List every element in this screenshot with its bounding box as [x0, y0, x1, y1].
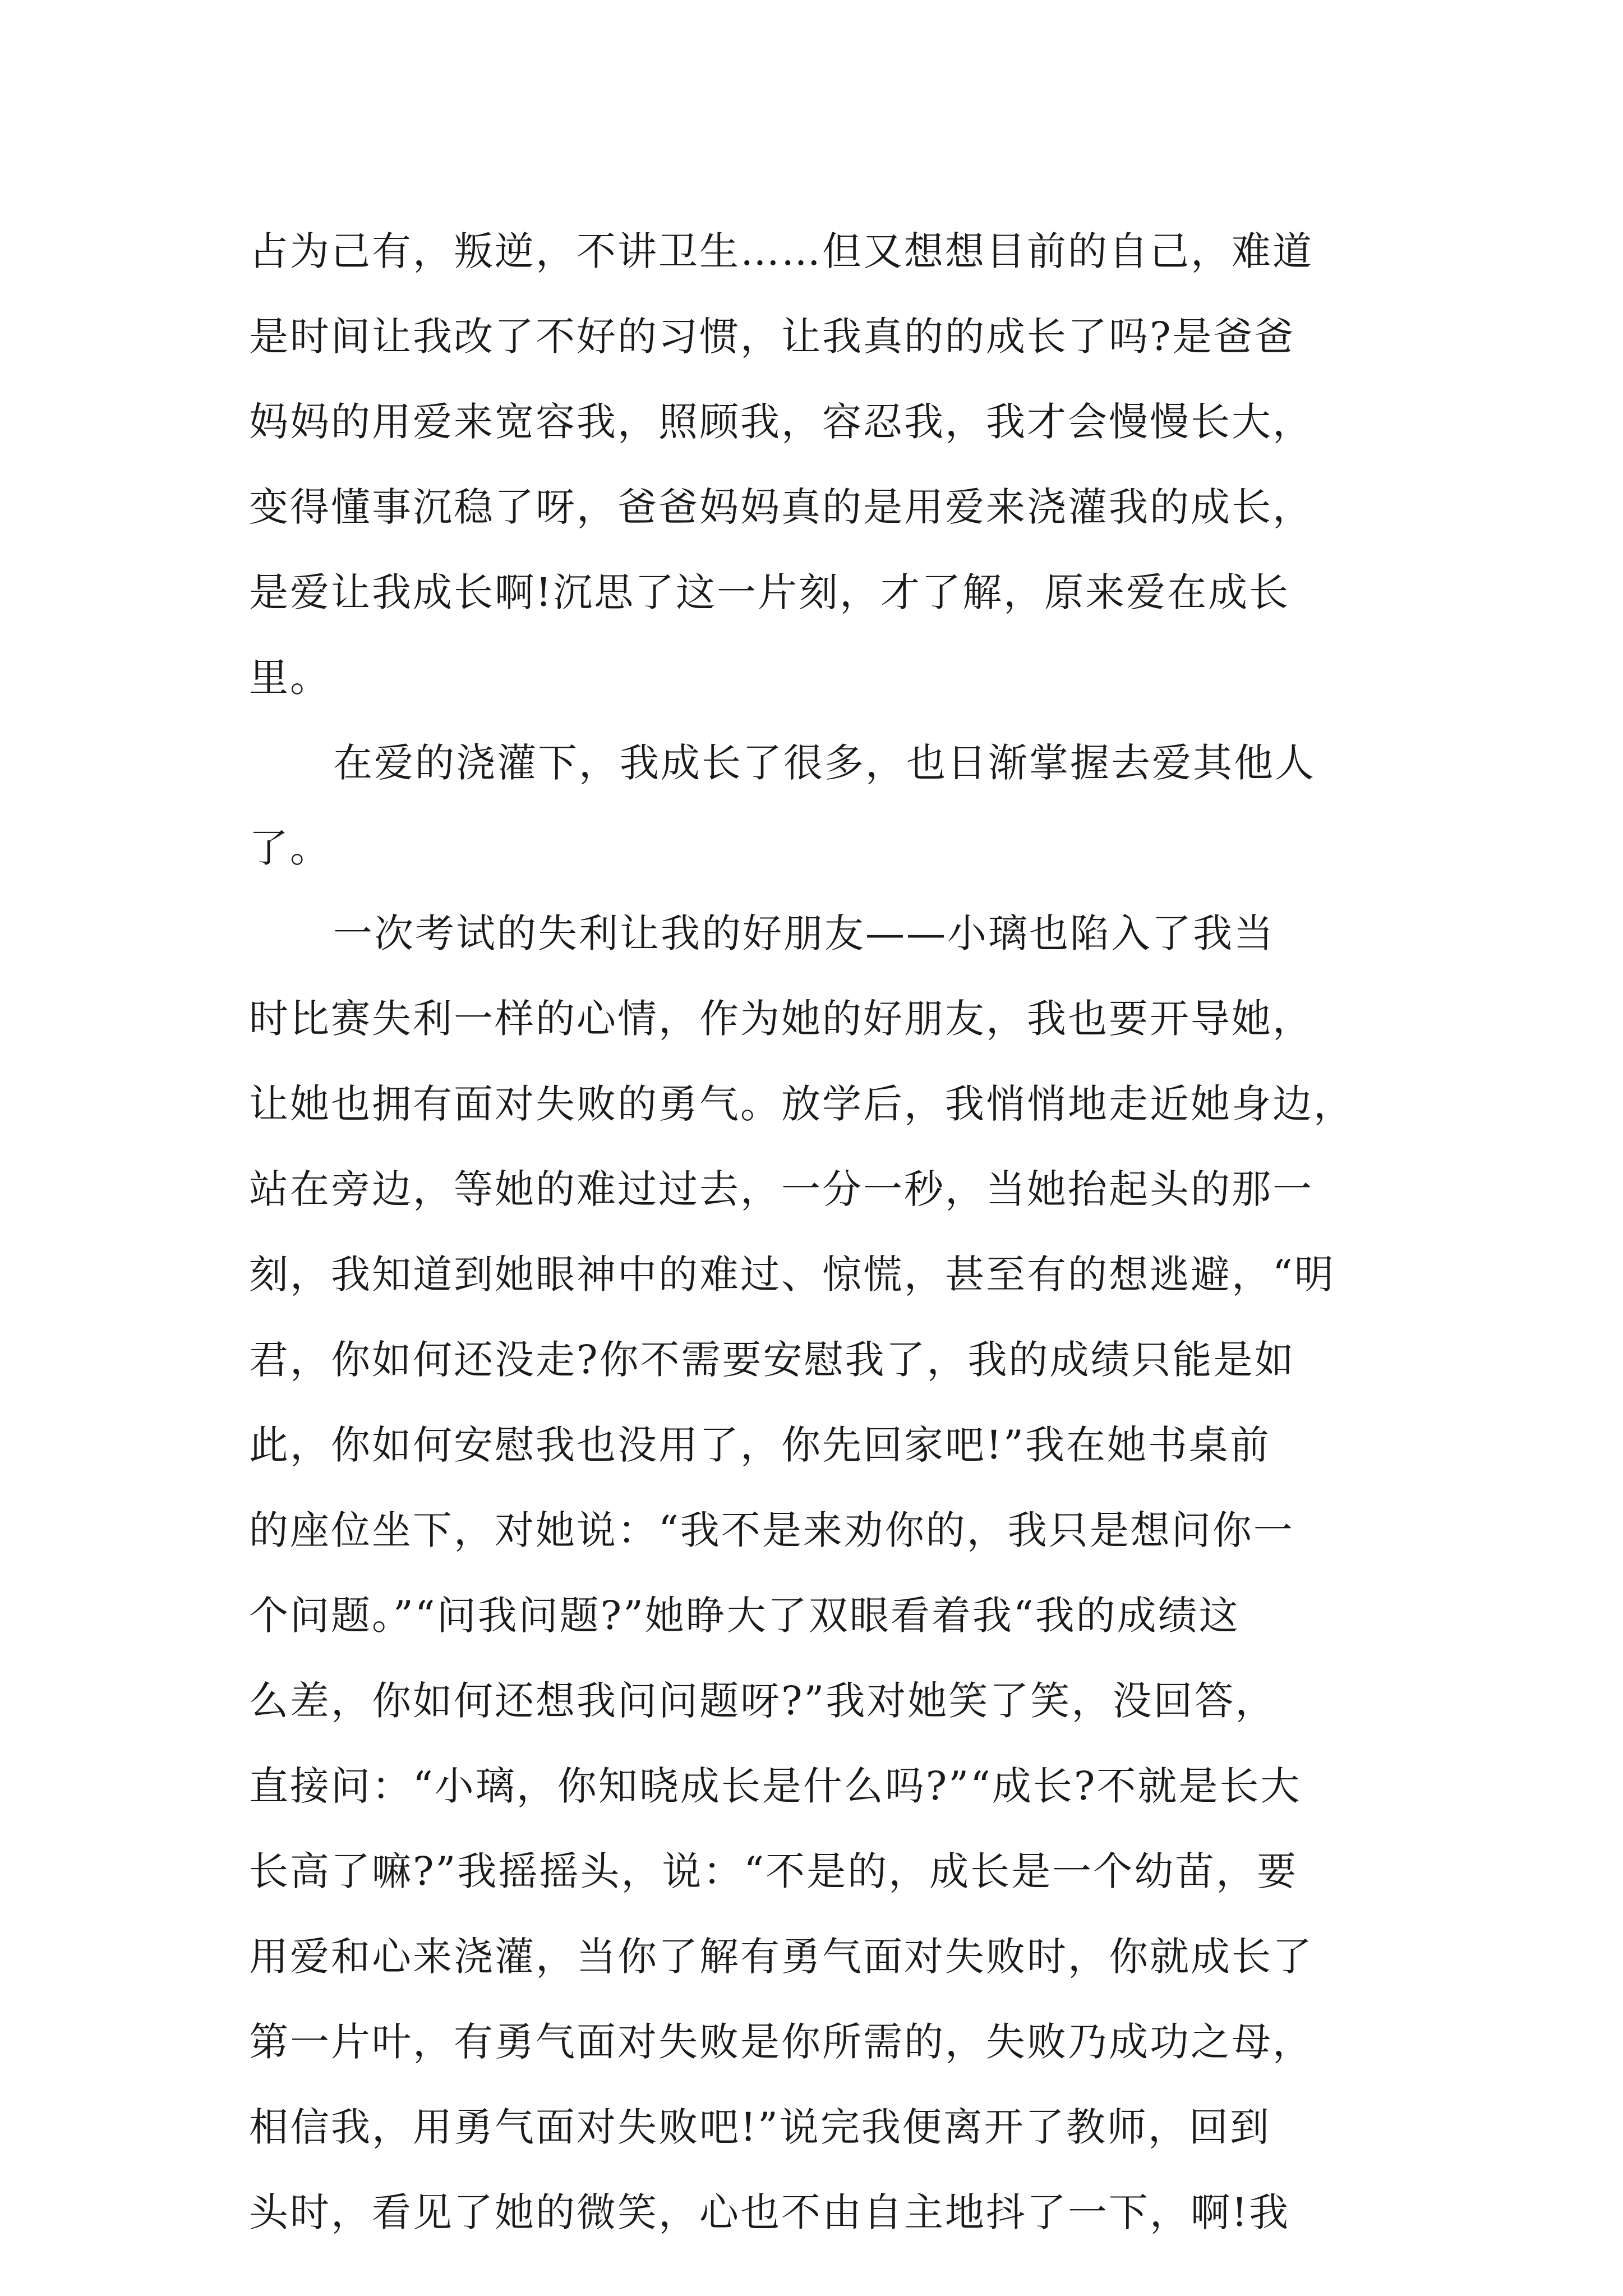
text-line: 站在旁边，等她的难过过去，一分一秒，当她抬起头的那一: [249, 1166, 1313, 1212]
text-line: 长高了嘛?”我摇摇头，说：“不是的，成长是一个幼苗，要: [249, 1848, 1298, 1894]
text-line: 妈妈的用爱来宽容我，照顾我，容忍我，我才会慢慢长大，: [249, 399, 1313, 445]
text-line: 变得懂事沉稳了呀，爸爸妈妈真的是用爱来浇灌我的成长，: [249, 484, 1313, 530]
text-line: 是时间让我改了不好的习惯，让我真的的成长了吗?是爸爸: [249, 314, 1295, 360]
text-line: 时比赛失利一样的心情，作为她的好朋友，我也要开导她，: [249, 996, 1313, 1042]
text-line: 么差，你如何还想我问问题呀?”我对她笑了笑，没回答，: [249, 1678, 1276, 1724]
text-line: 头时，看见了她的微笑，心也不由自主地抖了一下，啊!我: [249, 2189, 1290, 2235]
text-line: 相信我，用勇气面对失败吧!”说完我便离开了教师，回到: [249, 2104, 1271, 2150]
text-line: 里。: [249, 655, 331, 701]
text-line: 君，你如何还没走?你不需要安慰我了，我的成绩只能是如: [249, 1337, 1295, 1383]
text-line: 直接问：“小璃，你知晓成长是什么吗?”“成长?不就是长大: [249, 1763, 1302, 1809]
text-line: 第一片叶，有勇气面对失败是你所需的，失败乃成功之母，: [249, 2019, 1313, 2065]
text-line: 的座位坐下，对她说：“我不是来劝你的，我只是想问你一: [249, 1507, 1294, 1553]
body-text: [249, 209, 1376, 2255]
text-line: 个问题。”“问我问题?”她睁大了双眼看着我“我的成绩这: [249, 1593, 1240, 1639]
paragraph-first-line: 一次考试的失利让我的好朋友——小璃也陷入了我当: [333, 910, 1275, 956]
text-line: 让她也拥有面对失败的勇气。放学后，我悄悄地走近她身边，: [249, 1081, 1354, 1127]
text-line: 是爱让我成长啊!沉思了这一片刻，才了解，原来爱在成长: [249, 569, 1290, 615]
text-line: 刻，我知道到她眼神中的难过、惊慌，甚至有的想逃避，“明: [249, 1251, 1335, 1297]
text-line: 用爱和心来浇灌，当你了解有勇气面对失败时，你就成长了: [249, 1934, 1313, 1980]
text-line: 了。: [249, 825, 331, 871]
text-line: 占为己有，叛逆，不讲卫生……但又想想目前的自己，难道: [249, 228, 1313, 274]
paragraph-first-line: 在爱的浇灌下，我成长了很多，也日渐掌握去爱其他人: [333, 740, 1316, 786]
text-line: 此，你如何安慰我也没用了，你先回家吧!”我在她书桌前: [249, 1422, 1271, 1468]
